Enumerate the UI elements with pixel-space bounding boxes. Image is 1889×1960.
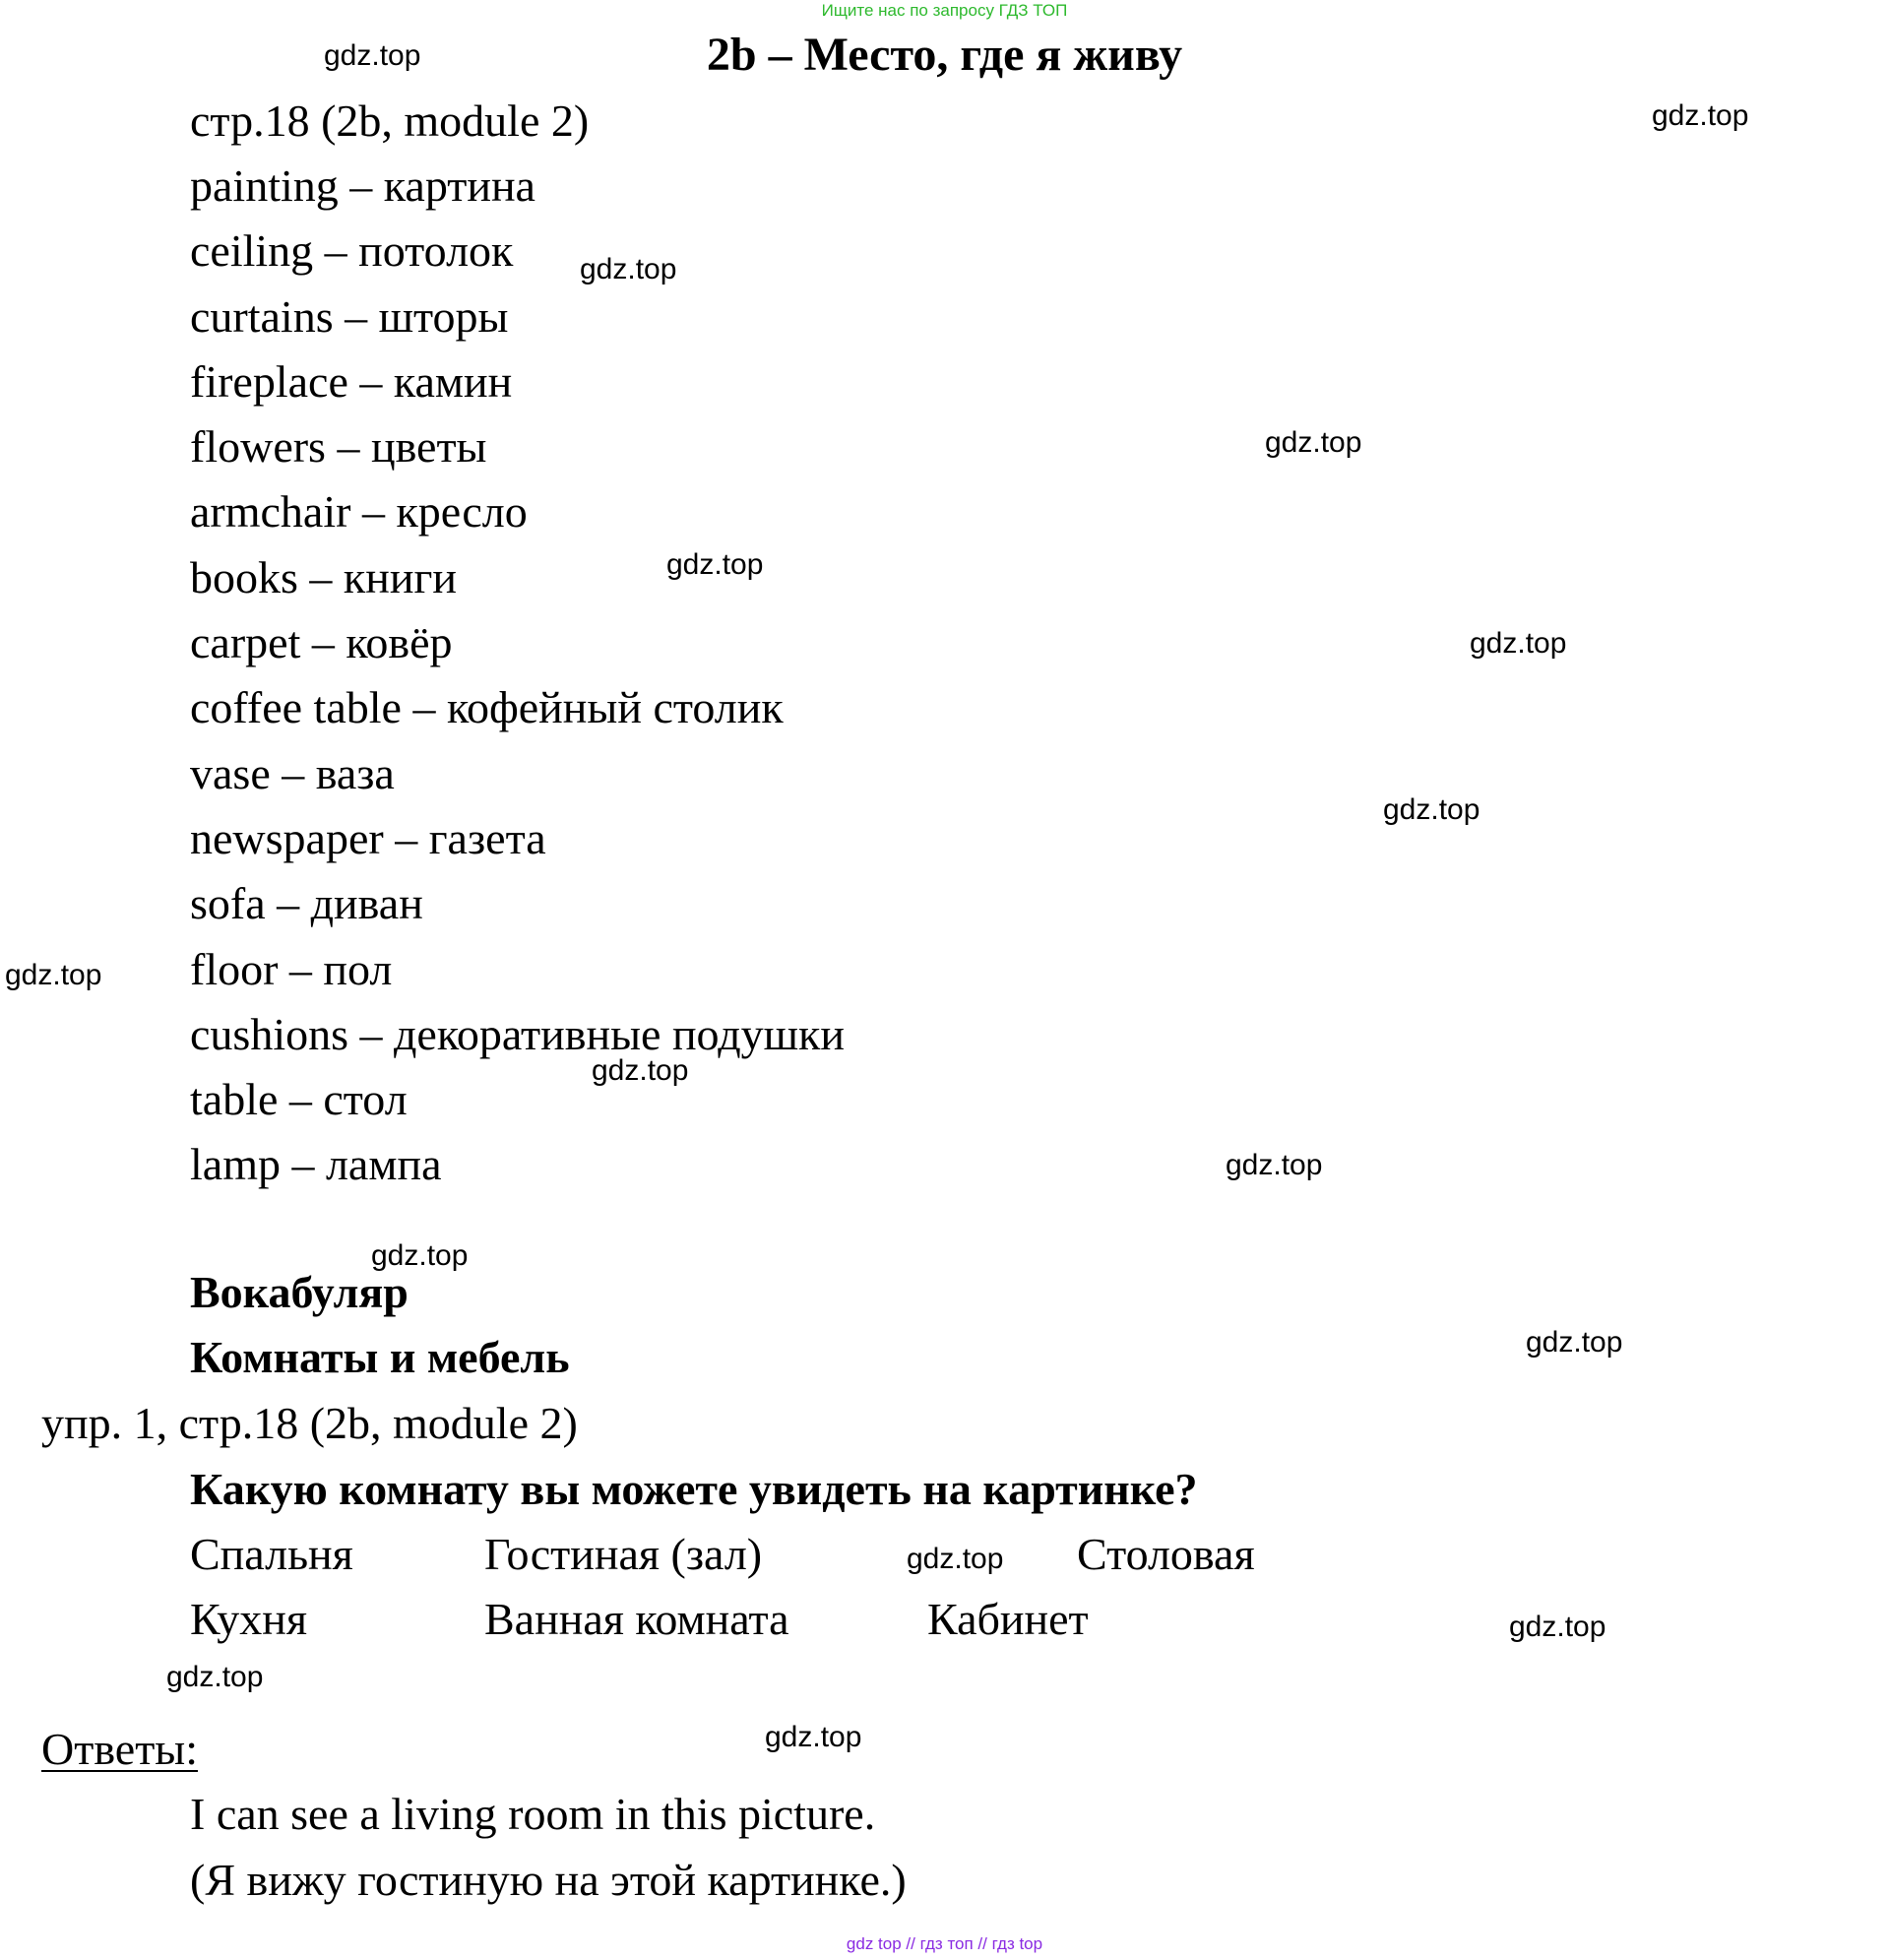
watermark: gdz.top <box>166 1661 264 1693</box>
vocab-item-flowers: flowers – цветы <box>190 421 487 473</box>
room-option-dining-room: Столовая <box>1077 1529 1255 1579</box>
watermark: gdz.top <box>592 1054 689 1087</box>
watermark: gdz.top <box>324 39 421 72</box>
room-option-kitchen: Кухня <box>190 1594 307 1644</box>
watermark: gdz.top <box>580 253 677 285</box>
watermark: gdz.top <box>1265 426 1362 459</box>
watermark: gdz.top <box>1226 1149 1323 1181</box>
top-banner: Ищите нас по запросу ГДЗ ТОП <box>821 1 1068 20</box>
vocab-item-ceiling: ceiling – потолок <box>190 225 514 277</box>
vocab-item-newspaper: newspaper – газета <box>190 812 546 863</box>
page-title: 2b – Место, где я живу <box>706 29 1183 81</box>
vocab-item-coffee-table: coffee table – кофейный столик <box>190 682 784 733</box>
vocabulary-source: стр.18 (2b, module 2) <box>190 95 590 146</box>
exercise-label: упр. 1, стр.18 (2b, module 2) <box>41 1398 578 1448</box>
watermark: gdz.top <box>765 1721 862 1753</box>
vocab-item-fireplace: fireplace – камин <box>190 355 513 407</box>
vocab-item-curtains: curtains – шторы <box>190 290 509 342</box>
vocab-item-armchair: armchair – кресло <box>190 486 528 537</box>
exercise-question: Какую комнату вы можете увидеть на картинке? <box>190 1464 1198 1514</box>
answers-label: Ответы: <box>41 1724 198 1774</box>
answer-russian: (Я вижу гостиную на этой картинке.) <box>190 1855 907 1905</box>
vocab-item-lamp: lamp – лампа <box>190 1139 442 1190</box>
footer-links: gdz top // гдз топ // гдз top <box>846 1934 1043 1953</box>
answer-english: I can see a living room in this picture. <box>190 1789 876 1839</box>
watermark: gdz.top <box>371 1239 469 1272</box>
watermark: gdz.top <box>907 1543 1004 1575</box>
vocab-item-table: table – стол <box>190 1074 408 1125</box>
room-option-living-room: Гостиная (зал) <box>484 1529 763 1579</box>
vocab-item-books: books – книги <box>190 551 457 602</box>
watermark: gdz.top <box>5 959 102 991</box>
vocab-item-floor: floor – пол <box>190 943 393 994</box>
watermark: gdz.top <box>1652 99 1749 132</box>
vocab-item-cushions: cushions – декоративные подушки <box>190 1008 846 1059</box>
section-heading-vocabulary: Вокабуляр <box>190 1267 409 1317</box>
room-option-study: Кабинет <box>927 1594 1089 1644</box>
room-option-bedroom: Спальня <box>190 1529 353 1579</box>
vocabulary-list <box>190 154 845 1198</box>
watermark: gdz.top <box>666 548 764 581</box>
room-option-bathroom: Ванная комната <box>484 1594 789 1644</box>
watermark: gdz.top <box>1470 627 1567 660</box>
watermark: gdz.top <box>1509 1611 1606 1643</box>
vocab-item-vase: vase – ваза <box>190 747 395 798</box>
watermark: gdz.top <box>1526 1326 1623 1359</box>
section-heading-rooms: Комнаты и мебель <box>190 1332 570 1382</box>
vocab-item-carpet: carpet – ковёр <box>190 617 453 668</box>
watermark: gdz.top <box>1383 793 1480 826</box>
vocab-item-painting: painting – картина <box>190 160 535 211</box>
vocab-item-sofa: sofa – диван <box>190 878 423 929</box>
